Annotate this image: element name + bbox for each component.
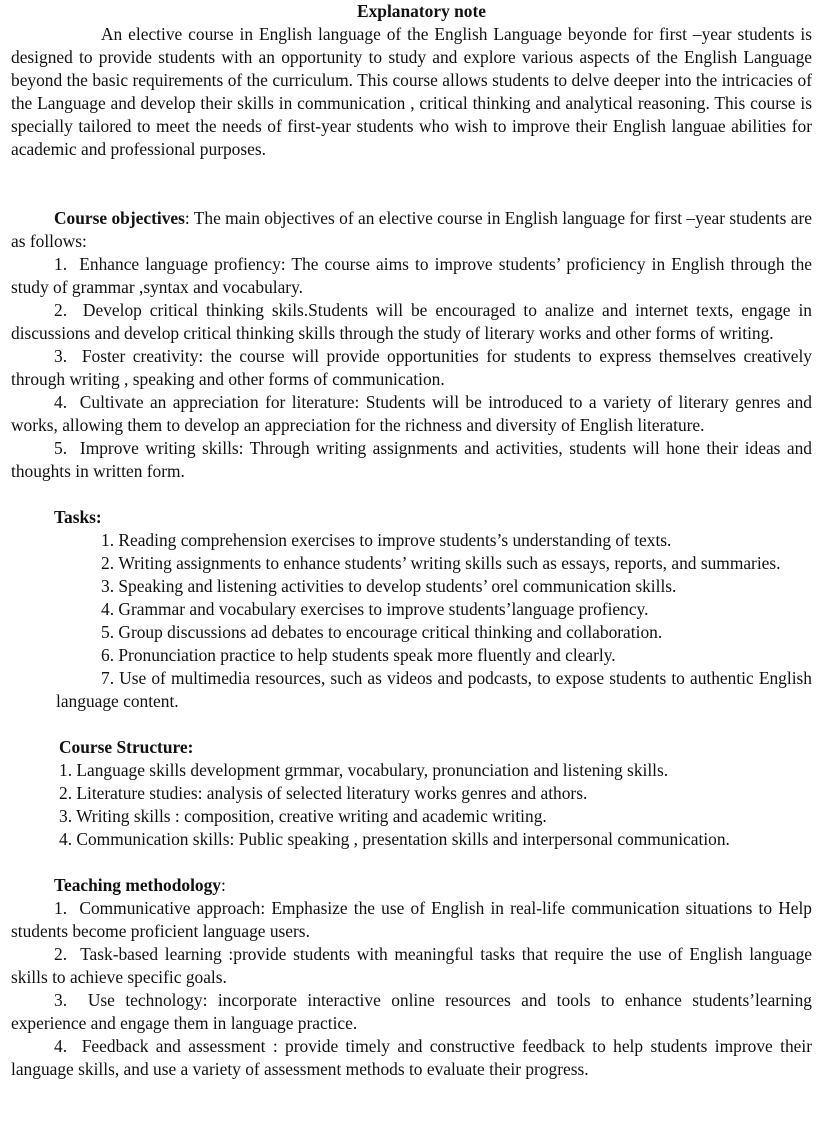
document-title: Explanatory note [357, 1, 486, 21]
objective-item: 5. Improve writing skills: Through writing assignments and activities, students will hone their ideas and thoughts in written form. [11, 438, 812, 481]
objectives-intro [11, 207, 812, 253]
spacer [11, 851, 812, 874]
methodology-item: 2. Task-based learning :provide students with meaningful tasks that require the use of English language skills to achieve specific goals. [11, 944, 812, 987]
task-item: 1. Reading comprehension exercises to improve students’s understanding of texts. [101, 530, 672, 550]
spacer [11, 483, 812, 506]
structure-item: 1. Language skills development grmmar, vocabulary, pronunciation and listening skills. [59, 760, 669, 780]
spacer [11, 713, 812, 736]
intro-paragraph: An elective course in English language of the English Language beyonde for first –year students is designed to provide students with an opportunity to study and explore various aspects of the English Language beyond the basic requirements of the curriculum. This course allows students to delve deeper into the intricacies of the Language and develop their skills in communication , critical thinking and analytical reasoning. This course is specially tailored to meet the needs of first-year students who wish to improve their English languae abilities for academic and professional purposes. [11, 24, 812, 159]
task-item: 3. Speaking and listening activities to develop students’ orel communication skills. [101, 576, 677, 596]
methodology-title [54, 874, 812, 897]
task-item: 7. Use of multimedia resources, such as videos and podcasts, to expose students to authentic English language content. [56, 668, 812, 711]
objective-item: 4. Cultivate an appreciation for literature: Students will be introduced to a variety of literary genres and works, allowing them to develop an appreciation for the richness and diversity of English literature. [11, 392, 812, 435]
task-item: 6. Pronunciation practice to help students speak more fluently and clearly. [101, 645, 616, 665]
structure-item: 4. Communication skills: Public speaking , presentation skills and interpersonal communication. [59, 829, 730, 849]
objectives-lead: : The main objectives of an elective course in English language for first –year students are as follows: [11, 208, 812, 251]
structure-item: 3. Writing skills : composition, creative writing and academic writing. [59, 806, 547, 826]
methodology-item: 3. Use technology: incorporate interactive online resources and tools to enhance students’learning experience and engage them in language practice. [11, 990, 812, 1033]
objective-item: 2. Develop critical thinking skils.Students will be encouraged to analize and internet texts, engage in discussions and develop critical thinking skills through the study of literary works and other forms of writing. [11, 300, 812, 343]
objective-item: 1. Enhance language profiency: The course aims to improve students’ proficiency in English through the study of grammar ,syntax and vocabulary. [11, 254, 812, 297]
tasks-heading: Tasks: [54, 507, 102, 527]
objectives-heading: Course objectives [54, 208, 185, 228]
spacer [11, 161, 812, 207]
task-item: 4. Grammar and vocabulary exercises to improve students’language profiency. [101, 599, 649, 619]
task-item: 2. Writing assignments to enhance students’ writing skills such as essays, reports, and summaries. [101, 553, 781, 573]
methodology-item: 4. Feedback and assessment : provide timely and constructive feedback to help students improve their language skills, and use a variety of assessment methods to evaluate their progress. [11, 1036, 812, 1079]
objective-item: 3. Foster creativity: the course will provide opportunities for students to express themselves creatively through writing , speaking and other forms of communication. [11, 346, 812, 389]
structure-item: 2. Literature studies: analysis of selected literatury works genres and athors. [59, 783, 588, 803]
methodology-heading: Teaching methodology [54, 875, 222, 895]
structure-heading: Course Structure: [59, 737, 194, 757]
task-item: 5. Group discussions ad debates to encourage critical thinking and collaboration. [101, 622, 663, 642]
methodology-item: 1. Communicative approach: Emphasize the use of English in real-life communication situations to Help students become proficient language users. [11, 898, 812, 941]
methodology-colon: : [221, 875, 226, 895]
tasks-list [56, 529, 812, 713]
